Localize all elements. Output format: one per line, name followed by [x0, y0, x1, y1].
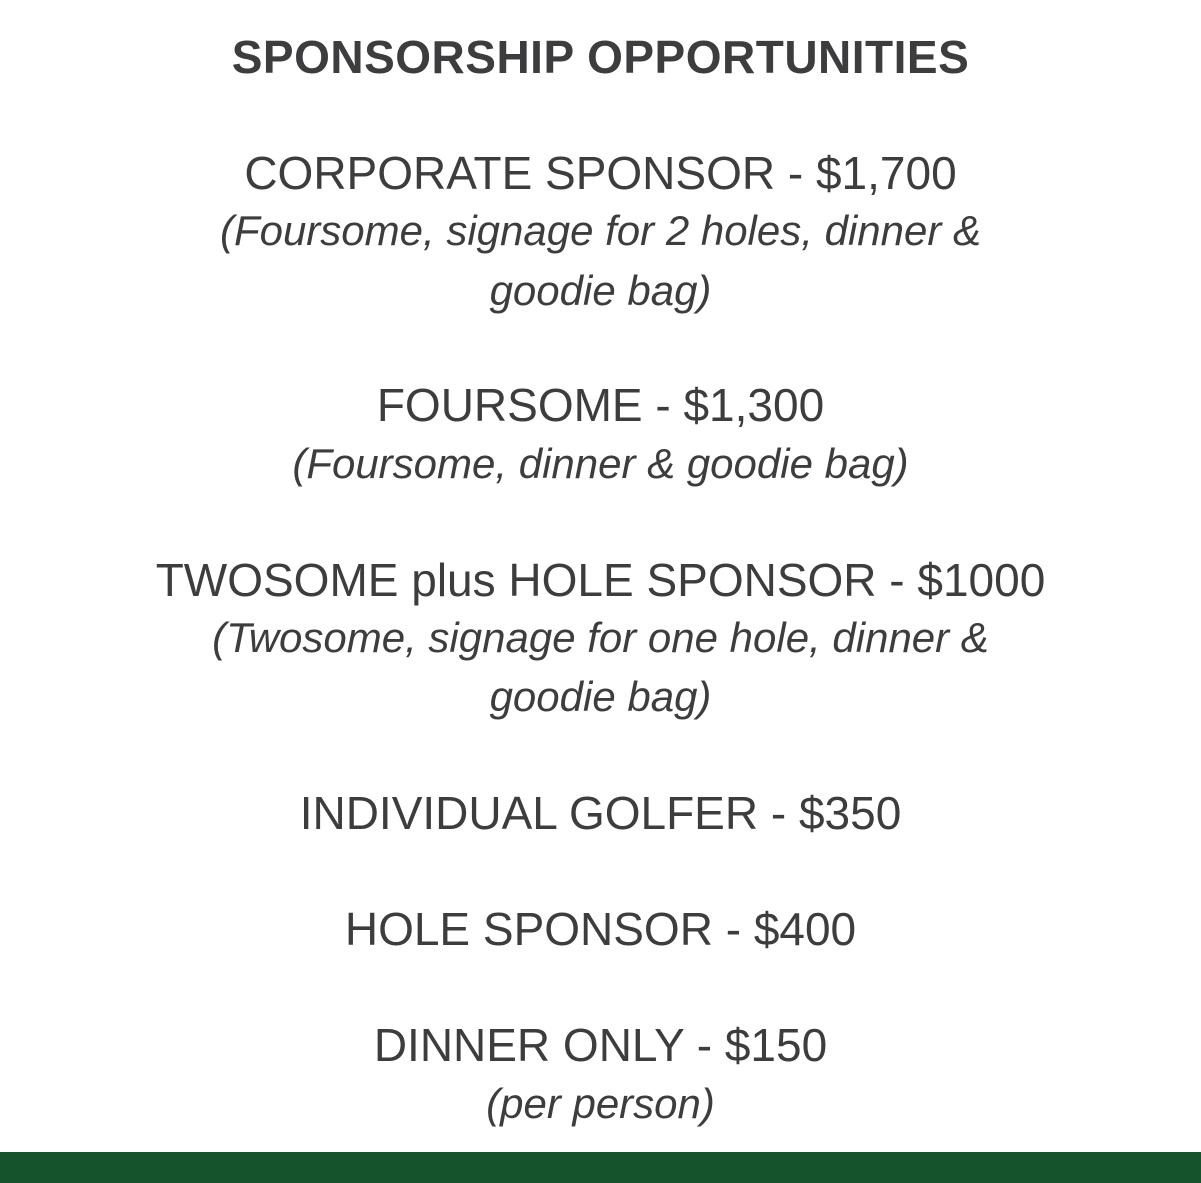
tier-corporate-details-line2: goodie bag): [489, 267, 712, 314]
tier-foursome-heading: FOURSOME - $1,300: [376, 379, 825, 431]
tier-twosome-details-line2: goodie bag): [489, 673, 712, 720]
tier-hole-heading: HOLE SPONSOR - $400: [344, 903, 857, 955]
page-title: SPONSORSHIP OPPORTUNITIES: [231, 31, 970, 83]
tier-corporate-details-line1: (Foursome, signage for 2 holes, dinner &: [219, 207, 982, 254]
tier-dinner-details: (per person): [486, 1080, 715, 1127]
tier-twosome-heading: TWOSOME plus HOLE SPONSOR - $1000: [155, 554, 1046, 606]
tier-foursome-details: (Foursome, dinner & goodie bag): [292, 440, 909, 487]
tier-twosome-details-line1: (Twosome, signage for one hole, dinner &: [212, 614, 989, 661]
tier-individual-heading: INDIVIDUAL GOLFER - $350: [299, 787, 902, 839]
footer-bar: [0, 1152, 1201, 1183]
tier-corporate-heading: CORPORATE SPONSOR - $1,700: [244, 147, 957, 199]
tier-dinner-heading: DINNER ONLY - $150: [373, 1019, 828, 1071]
